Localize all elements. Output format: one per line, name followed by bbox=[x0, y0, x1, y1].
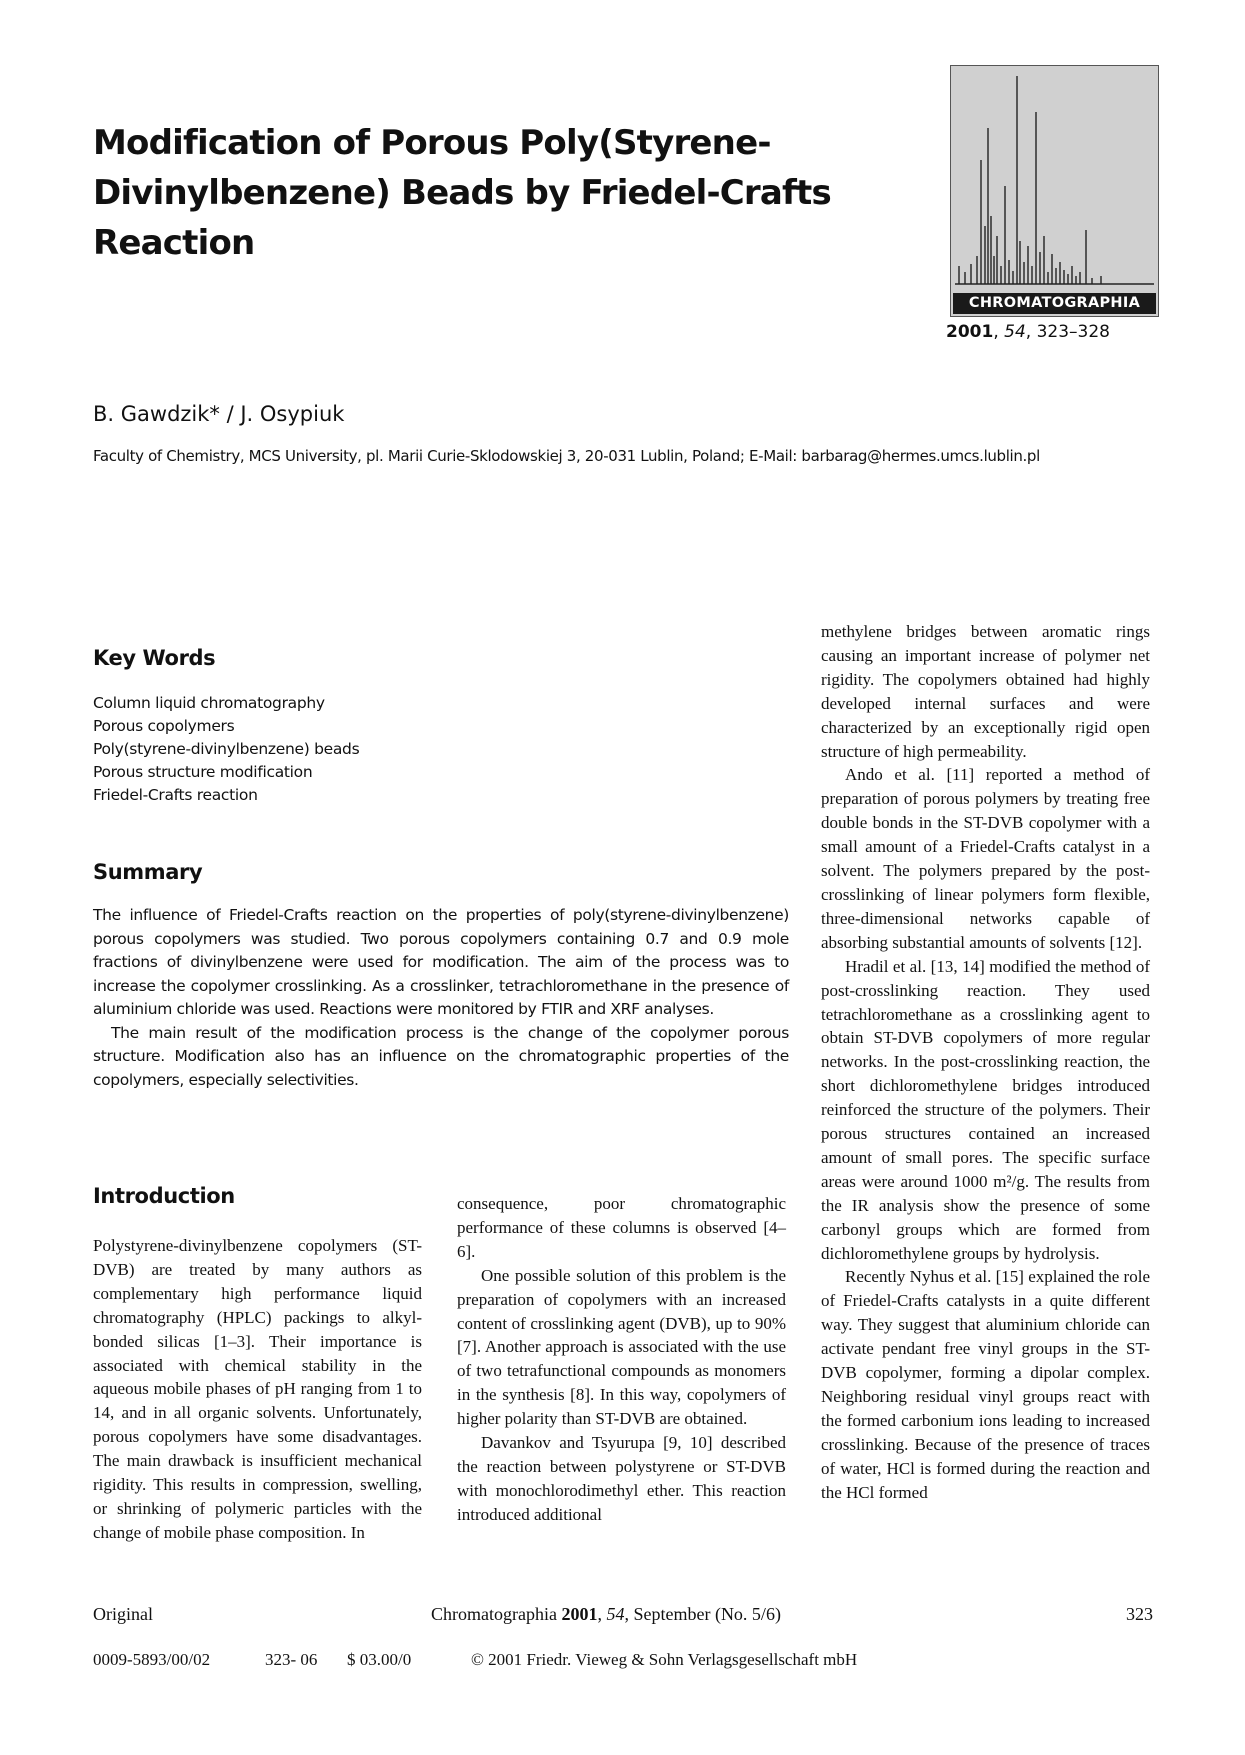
summary-body bbox=[93, 904, 789, 1092]
keyword-item: Porous structure modification bbox=[93, 763, 313, 781]
journal-year: 2001 bbox=[561, 1604, 598, 1624]
journal-logo-text: CHROMATOGRAPHIA bbox=[953, 293, 1156, 314]
intro-paragraph: One possible solution of this problem is the preparation of copolymers with an increased content of crosslinking agent (DVB), up to 90% [7]. Another approach is associated with the use of two tetrafunctional compounds as monomers in the synthesis [8]. In this way, copolymers of higher polarity than ST-DVB are obtained. bbox=[457, 1265, 786, 1429]
pages-code: 323- 06 bbox=[265, 1650, 318, 1669]
keyword-item: Friedel-Crafts reaction bbox=[93, 786, 258, 804]
summary-heading: Summary bbox=[93, 860, 203, 884]
summary-paragraph: The main result of the modification process is the change of the copolymer porous structure. Modification also has an influence on the chromatographic properties of the copolymers, especially selectivities. bbox=[93, 1023, 789, 1089]
intro-paragraph: methylene bridges between aromatic rings causing an important increase of polymer net rigidity. The copolymers obtained had highly developed internal surfaces and were characterized by an exceptionally rigid open structure of high permeability. bbox=[821, 622, 1150, 761]
keywords-list bbox=[93, 692, 359, 807]
journal-volume: 54 bbox=[606, 1604, 625, 1624]
keyword-item: Column liquid chromatography bbox=[93, 694, 325, 712]
keyword-item: Porous copolymers bbox=[93, 717, 235, 735]
intro-column-1 bbox=[93, 1234, 422, 1545]
intro-paragraph: Davankov and Tsyurupa [9, 10] described the reaction between polystyrene or ST-DVB with monochlorodimethyl ether. This reaction introduced additional bbox=[457, 1433, 786, 1524]
intro-paragraph: Hradil et al. [13, 14] modified the method of post-crosslinking reaction. They used tetrachloromethane as a crosslinking agent to obtain ST-DVB copolymers of more regular networks. In the post-crosslinking reaction, the short dichloromethylene bridges introduced reinforced the structure of the polymers. Their porous structures contained an increased amount of small pores. The specific surface areas were around 1000 m²/g. The results from the IR analysis show the presence of some carbonyl groups which are formed from dichloromethylene groups by hydrolysis. bbox=[821, 956, 1150, 1263]
intro-column-2 bbox=[457, 1192, 786, 1527]
journal-issue: September (No. 5/6) bbox=[633, 1604, 781, 1624]
intro-paragraph: Polystyrene-divinylbenzene copolymers (ST-DVB) are treated by many authors as complementary high performance liquid chromatography (HPLC) packings to alkyl-bonded silicas [1–3]. Their importance is associated with chemical stability in the aqueous mobile phases of pH ranging from 1 to 14, and in all organic solvents. Unfortunately, porous copolymers have some disadvantages. The main drawback is insufficient mechanical rigidity. This results in compression, swelling, or shrinking of polymeric particles with the change of mobile phase composition. In bbox=[93, 1236, 422, 1542]
chromatogram-icon bbox=[951, 66, 1158, 316]
journal-logo bbox=[950, 65, 1159, 317]
introduction-heading: Introduction bbox=[93, 1184, 235, 1208]
keyword-item: Poly(styrene-divinylbenzene) beads bbox=[93, 740, 360, 758]
copyright: © 2001 Friedr. Vieweg & Sohn Verlagsgesellschaft mbH bbox=[471, 1650, 858, 1669]
price: $ 03.00/0 bbox=[347, 1650, 412, 1669]
citation-pages: 323–328 bbox=[1036, 322, 1110, 342]
citation-volume: 54 bbox=[1004, 322, 1026, 342]
citation-year: 2001 bbox=[946, 322, 994, 342]
paper-title: Modification of Porous Poly(Styrene-Divinylbenzene) Beads by Friedel-Crafts Reaction bbox=[93, 123, 831, 263]
citation: 2001, 54, 323–328 bbox=[946, 322, 1110, 342]
intro-paragraph: consequence, poor chromatographic performance of these columns is observed [4–6]. bbox=[457, 1194, 786, 1261]
page-number: 323 bbox=[1126, 1604, 1153, 1624]
intro-paragraph: Ando et al. [11] reported a method of preparation of porous polymers by treating free double bonds in the ST-DVB copolymer with a small amount of a Friedel-Crafts catalyst in a solvent. The polymers prepared by the post-crosslinking of linear polymers form flexible, three-dimensional networks capable of absorbing substantial amounts of solvents [12]. bbox=[821, 765, 1150, 952]
intro-paragraph: Recently Nyhus et al. [15] explained the role of Friedel-Crafts catalysts in a quite different way. They suggest that aluminium chloride can activate pendant free vinyl groups in the ST-DVB copolymer, forming a dipolar complex. Neighboring residual vinyl groups react with the formed carbonium ions leading to increased crosslinking. Because of the presence of traces of water, HCl is formed during the reaction and the HCl formed bbox=[821, 1267, 1150, 1502]
article-type: Original bbox=[93, 1604, 153, 1624]
affiliation: Faculty of Chemistry, MCS University, pl. Marii Curie-Sklodowskiej 3, 20-031 Lublin, Poland; E-Mail: barbarag@hermes.umcs.lublin.pl bbox=[93, 447, 1040, 465]
journal-reference: Chromatographia 2001, 54, September (No. 5/6) bbox=[431, 1604, 781, 1624]
authors: B. Gawdzik* / J. Osypiuk bbox=[93, 402, 345, 426]
issn: 0009-5893/00/02 bbox=[93, 1650, 211, 1669]
journal-name: Chromatographia bbox=[431, 1604, 557, 1624]
intro-column-3 bbox=[821, 620, 1150, 1505]
summary-paragraph: The influence of Friedel-Crafts reaction on the properties of poly(styrene-divinylbenzene) porous copolymers was studied. Two porous copolymers containing 0.7 and 0.9 mole fractions of divinylbenzene were used for modification. The aim of the process was to increase the copolymer crosslinking. As a crosslinker, tetrachloromethane in the presence of aluminium chloride was used. Reactions were monitored by FTIR and XRF analyses. bbox=[93, 906, 789, 1018]
keywords-heading: Key Words bbox=[93, 646, 216, 670]
